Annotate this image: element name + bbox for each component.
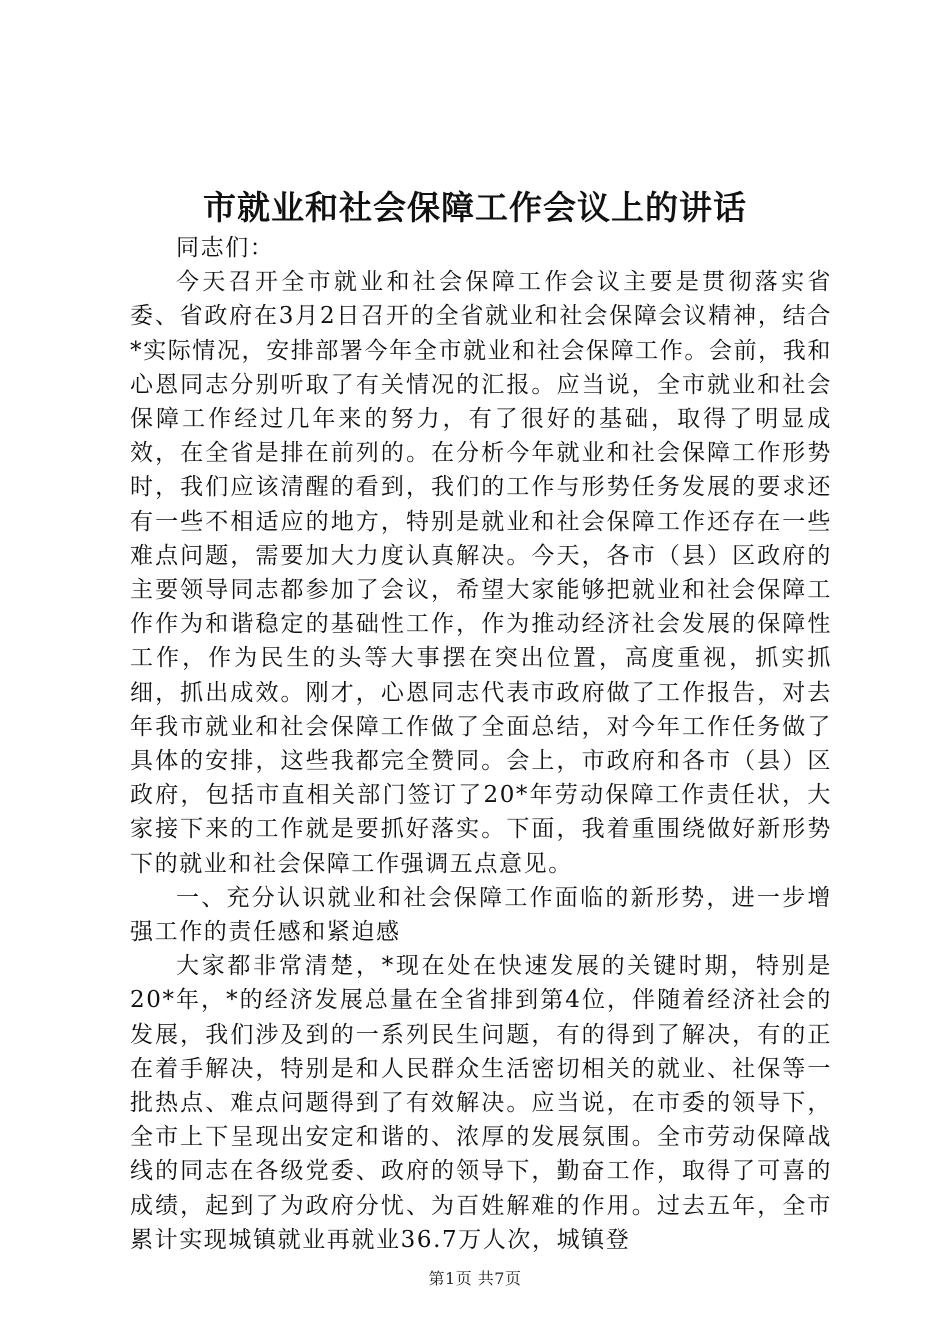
document-title: 市就业和社会保障工作会议上的讲话 [203,188,747,227]
section-heading-1: 一、充分认识就业和社会保障工作面临的新形势，进一步增强工作的责任感和紧迫感 [130,884,832,946]
paragraph-section-1: 大家都非常清楚，*现在处在快速发展的关键时期，特别是20*年，*的经济发展总量在全省排到第4位，伴随着经济社会的发展，我们涉及到的一系列民生问题，有的得到了解决，有的正在着手解决，特别是和人民群众生活密切相关的就业、社保等一批热点、难点问题得到了有效解决。应当说，在市委的领导下，全市上下呈现出安定和谐的、浓厚的发展氛围。全市劳动保障战线的同志在各级党委、政府的领导下，勤奋工作，取得了可喜的成绩，起到了为政府分忧、为百姓解难的作用。过去五年，全市累计实现城镇就业再就业36.7万人次，城镇登 [130,953,832,1253]
page-footer: 第1页 共7页 [428,1269,522,1288]
document-body [130,231,832,1257]
salutation: 同志们： [176,235,275,261]
paragraph-intro: 今天召开全市就业和社会保障工作会议主要是贯彻落实省委、省政府在3月2日召开的全省就业和社会保障会议精神，结合*实际情况，安排部署今年全市就业和社会保障工作。会前，我和心恩同志分别听取了有关情况的汇报。应当说，全市就业和社会保障工作经过几年来的努力，有了很好的基础，取得了明显成效，在全省是排在前列的。在分析今年就业和社会保障工作形势时，我们应该清醒的看到，我们的工作与形势任务发展的要求还有一些不相适应的地方，特别是就业和社会保障工作还存在一些难点问题，需要加大力度认真解决。今天，各市（县）区政府的主要领导同志都参加了会议，希望大家能够把就业和社会保障工作作为和谐稳定的基础性工作，作为推动经济社会发展的保障性工作，作为民生的头等大事摆在突出位置，高度重视，抓实抓细，抓出成效。刚才，心恩同志代表市政府做了工作报告，对去年我市就业和社会保障工作做了全面总结，对今年工作任务做了具体的安排，这些我都完全赞同。会上，市政府和各市（县）区政府，包括市直相关部门签订了20*年劳动保障工作责任状，大家接下来的工作就是要抓好落实。下面，我着重围绕做好新形势下的就业和社会保障工作强调五点意见。 [130,269,832,877]
